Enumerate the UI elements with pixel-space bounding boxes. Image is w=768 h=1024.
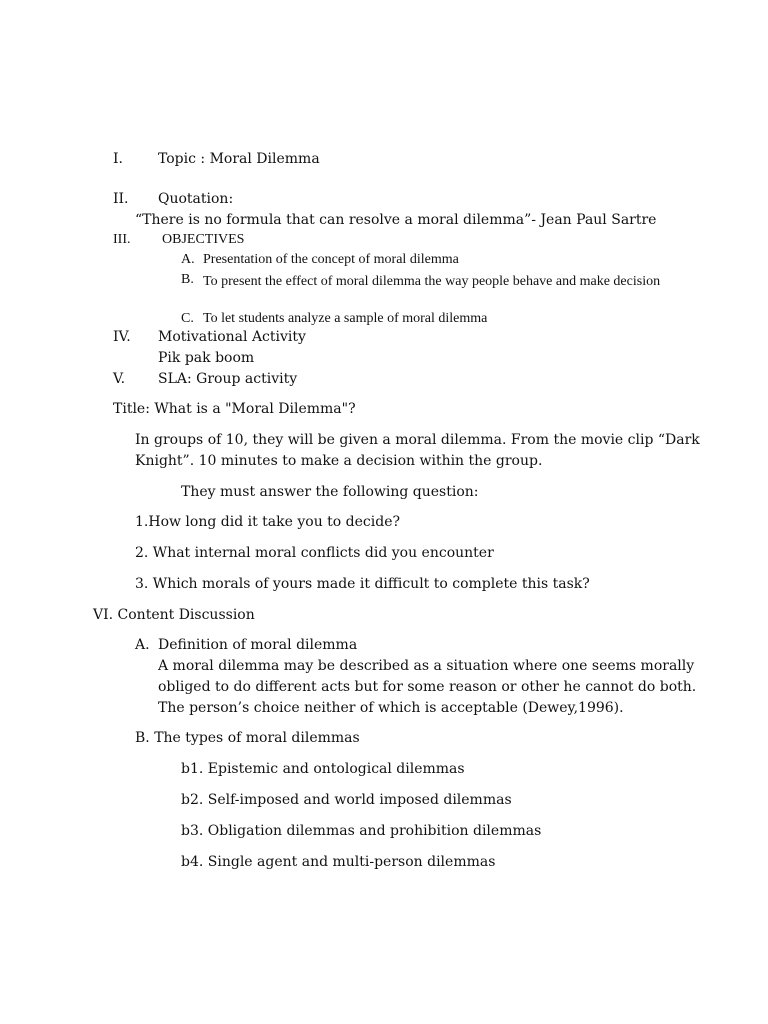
- types-heading: B. The types of moral dilemmas: [135, 730, 360, 746]
- motivational-heading: Motivational Activity: [158, 329, 306, 345]
- objective-item: To let students analyze a sample of moral dilemma: [203, 311, 488, 326]
- section-number-v: V.: [113, 371, 126, 387]
- objective-letter: B.: [181, 272, 194, 287]
- dilemma-type-item: b3. Obligation dilemmas and prohibition dilemmas: [181, 823, 542, 839]
- objective-item: To present the effect of moral dilemma the way people behave and make decision: [203, 274, 661, 289]
- sla-heading: SLA: Group activity: [158, 371, 298, 387]
- definition-text-line: A moral dilemma may be described as a situation where one seems morally: [158, 658, 695, 674]
- objectives-heading: OBJECTIVES: [162, 232, 245, 247]
- quotation-text: “There is no formula that can resolve a moral dilemma”- Jean Paul Sartre: [135, 212, 657, 228]
- activity-intro-line: Knight”. 10 minutes to make a decision within the group.: [135, 453, 543, 469]
- activity-intro-line: In groups of 10, they will be given a moral dilemma. From the movie clip “Dark: [135, 432, 700, 448]
- section-number-iii: III.: [113, 232, 131, 247]
- quotation-heading: Quotation:: [158, 191, 234, 207]
- section-number-i: I.: [113, 151, 123, 167]
- activity-question: 2. What internal moral conflicts did you encounter: [135, 545, 494, 561]
- dilemma-type-item: b4. Single agent and multi-person dilemmas: [181, 854, 496, 870]
- section-number-iv: IV.: [113, 329, 131, 345]
- activity-question: 1.How long did it take you to decide?: [135, 514, 400, 530]
- definition-text-line: obliged to do different acts but for some reason or other he cannot do both.: [158, 679, 697, 695]
- motivational-activity-name: Pik pak boom: [158, 350, 255, 366]
- definition-letter: A.: [135, 637, 150, 653]
- definition-heading: Definition of moral dilemma: [158, 637, 358, 653]
- content-discussion-heading: VI. Content Discussion: [93, 607, 255, 623]
- objective-item: Presentation of the concept of moral dilemma: [203, 252, 459, 267]
- section-number-ii: II.: [113, 191, 129, 207]
- topic-heading: Topic : Moral Dilemma: [158, 151, 320, 167]
- dilemma-type-item: b1. Epistemic and ontological dilemmas: [181, 761, 465, 777]
- activity-title: Title: What is a "Moral Dilemma"?: [113, 401, 356, 417]
- dilemma-type-item: b2. Self-imposed and world imposed dilemmas: [181, 792, 512, 808]
- objective-letter: C.: [181, 311, 194, 326]
- activity-prompt: They must answer the following question:: [181, 484, 479, 500]
- objective-letter: A.: [181, 252, 195, 267]
- definition-text-line: The person’s choice neither of which is acceptable (Dewey,1996).: [158, 700, 624, 716]
- activity-question: 3. Which morals of yours made it difficult to complete this task?: [135, 576, 590, 592]
